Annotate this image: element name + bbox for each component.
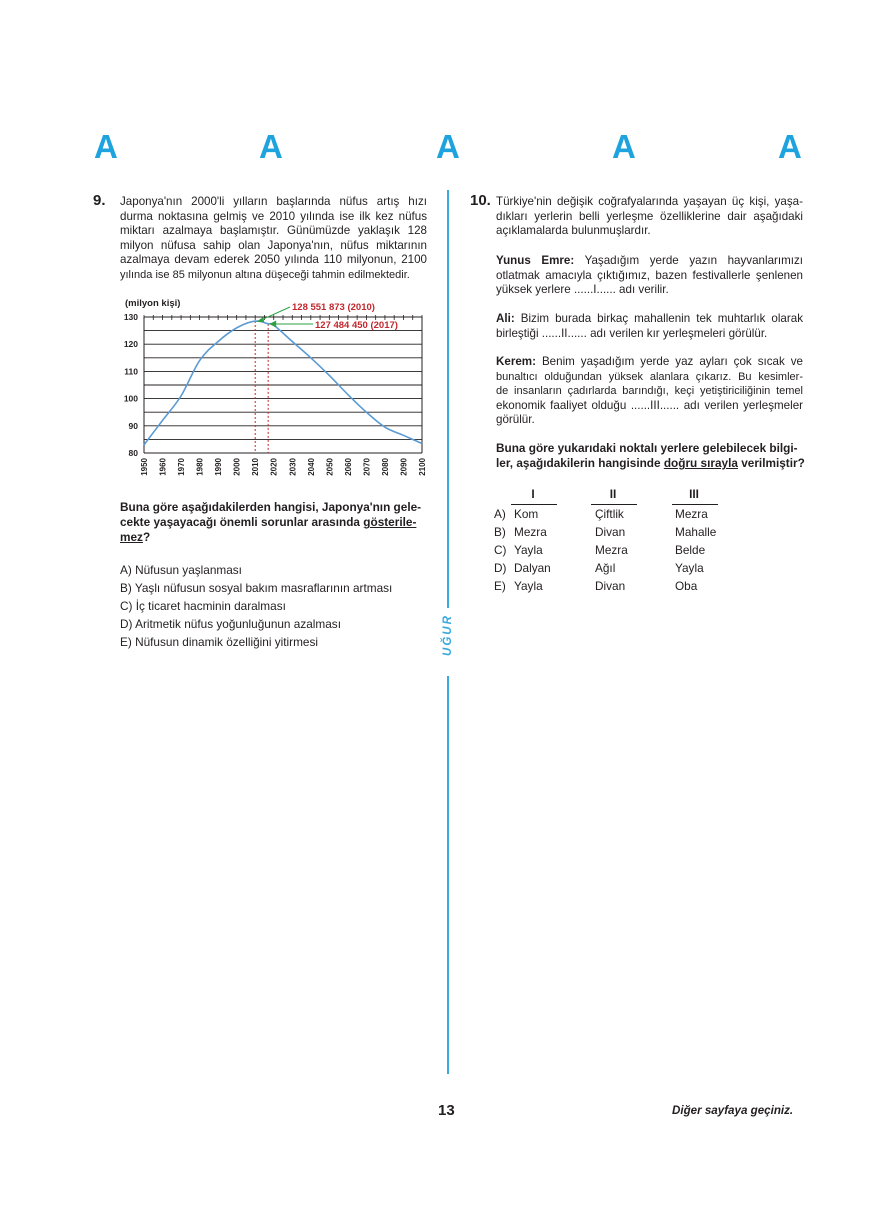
- text-line: de insanların çadırlarda barındığı, keçi yetiştiriciliğinin temel: [496, 385, 803, 398]
- population-chart-svg: [118, 296, 430, 486]
- series-line: [144, 321, 422, 445]
- text-line: [496, 312, 803, 327]
- speaker-name: Yunus Emre:: [496, 254, 575, 267]
- annotation-arrowhead: [269, 321, 276, 328]
- text-line: miktarı azalmaya başlamıştır. Günümüzde yaklaşık 128: [120, 224, 427, 238]
- speaker-text: Yaşadığım yerde yazın hayvanlarımızı: [574, 254, 803, 267]
- option-b[interactable]: B) Yaşlı nüfusun sosyal bakım masraflarının artması: [120, 581, 393, 595]
- text-line: bunaltıcı olduğundan yüksek alanlara çıkarız. Bu kesimler-: [496, 370, 803, 383]
- question-10-number: 10.: [470, 192, 491, 209]
- annotation-label: 128 551 873 (2010): [292, 302, 375, 313]
- brand-label: UĞUR: [442, 614, 454, 656]
- speaker-name: Ali:: [496, 312, 515, 325]
- option-letter: C): [494, 543, 507, 557]
- text-line: durma noktasına gelmiş ve 2010 yılında ise ilk kez nüfus: [120, 209, 427, 223]
- y-axis-label: (milyon kişi): [125, 298, 181, 309]
- x-tick-label: 1970: [177, 458, 187, 476]
- option-value: Dalyan: [514, 561, 551, 575]
- annotation-label: 127 484 450 (2017): [315, 320, 398, 331]
- speaker-text: Benim yaşadığım yerde yaz ayları çok sıcak ve: [535, 355, 803, 368]
- option-value: Oba: [675, 579, 698, 593]
- x-tick-label: 1990: [214, 458, 224, 476]
- y-tick-label: 120: [123, 339, 138, 350]
- population-chart: [118, 296, 430, 486]
- question-9-number: 9.: [93, 192, 106, 209]
- prompt-line: [496, 456, 805, 471]
- text-line: yılında ise 85 milyonun altına düşeceği tahmin edilmektedir.: [120, 268, 410, 281]
- prompt-emphasis: mez: [120, 530, 143, 545]
- annotation-arrowhead: [256, 317, 264, 322]
- option-value: Mezra: [514, 525, 547, 539]
- text-line: yüksek yerlere ......I...... adı verilir.: [496, 283, 669, 297]
- option-value: Ağıl: [595, 561, 616, 575]
- x-tick-label: 1950: [140, 458, 149, 476]
- text-line: Türkiye'nin değişik coğrafyalarında yaşayan üç kişi, yaşa-: [496, 195, 803, 208]
- prompt-text: cekte yaşayacağı önemli sorunlar arasında: [120, 515, 364, 530]
- speaker-ali: [496, 312, 803, 341]
- prompt-emphasis: doğru sırayla: [663, 456, 738, 471]
- text-line: görülür.: [496, 413, 535, 427]
- y-tick-label: 90: [128, 420, 138, 431]
- prompt-emphasis: gösterile-: [363, 515, 417, 530]
- page-number: 13: [438, 1102, 455, 1119]
- option-value: Divan: [595, 525, 626, 539]
- text-line: ekonomik faaliyet olduğu ......III...... adı verilen yerleşmeler: [496, 398, 803, 412]
- option-a[interactable]: A) Nüfusun yaşlanması: [120, 563, 242, 577]
- y-tick-label: 100: [123, 393, 138, 404]
- booklet-letter: A: [778, 128, 802, 165]
- x-tick-label: 2050: [325, 458, 335, 476]
- column-header-iii: III: [689, 487, 699, 501]
- question-9-text: [120, 195, 427, 283]
- option-value: Kom: [514, 507, 539, 521]
- option-d[interactable]: D) Aritmetik nüfus yoğunluğunun azalması: [120, 617, 341, 631]
- text-line: azalmaya devam ederek 2050 yılında 110 milyonun, 2100: [120, 253, 427, 267]
- text-line: açıklamalarda bulunmuşlardır.: [496, 224, 651, 238]
- option-c[interactable]: C) İç ticaret hacminin daralması: [120, 599, 286, 613]
- option-value: Çiftlik: [595, 507, 624, 521]
- option-value: Mezra: [675, 507, 708, 521]
- option-letter: D): [494, 561, 507, 575]
- text-line: [496, 355, 803, 370]
- prompt-line: Buna göre yukarıdaki noktalı yerlere gelebilecek bilgi-: [496, 441, 798, 455]
- question-10-intro: [496, 195, 803, 239]
- speaker-text: Bizim burada birkaç mahallenin tek muhtarlık olarak: [514, 312, 803, 325]
- booklet-letter: A: [259, 128, 283, 165]
- header-underline: [672, 504, 718, 505]
- x-tick-label: 2080: [380, 458, 390, 476]
- y-tick-label: 80: [128, 448, 138, 458]
- option-value: Divan: [595, 579, 626, 593]
- annotation-arrow: [261, 307, 290, 320]
- question-9-prompt: [120, 500, 421, 546]
- prompt-line: [120, 530, 421, 545]
- speaker-name: Kerem:: [496, 355, 536, 368]
- prompt-line: [120, 515, 421, 530]
- next-page-note: Diğer sayfaya geçiniz.: [672, 1104, 794, 1117]
- option-letter: B): [494, 525, 506, 539]
- option-letter: E): [494, 579, 506, 593]
- x-tick-label: 2020: [269, 458, 279, 476]
- x-tick-label: 2060: [343, 458, 353, 476]
- option-value: Mezra: [595, 543, 628, 557]
- x-tick-label: 2070: [362, 458, 372, 476]
- booklet-letter: A: [612, 128, 636, 165]
- question-10-prompt: [496, 441, 805, 471]
- text-line: otlatmak amacıyla çıktığımız, bazen festivallerle şenlenen: [496, 268, 803, 282]
- x-tick-label: 1980: [195, 458, 205, 476]
- option-value: Mahalle: [675, 525, 717, 539]
- x-tick-label: 2010: [251, 458, 261, 476]
- column-divider-top: [447, 190, 449, 608]
- text-line: Japonya'nın 2000'li yılların başlarında nüfus artış hızı: [120, 195, 427, 208]
- x-tick-label: 2040: [306, 458, 316, 476]
- speaker-kerem: [496, 355, 803, 428]
- option-value: Belde: [675, 543, 706, 557]
- speaker-yunus-emre: [496, 254, 803, 298]
- x-tick-label: 2030: [288, 458, 298, 476]
- text-line: birleştiği ......II...... adı verilen kır yerleşmeleri görülür.: [496, 326, 768, 340]
- booklet-letter: A: [436, 128, 460, 165]
- booklet-letter: A: [94, 128, 118, 165]
- y-tick-label: 130: [123, 312, 138, 322]
- column-header-i: I: [531, 487, 535, 501]
- option-e[interactable]: E) Nüfusun dinamik özelliğini yitirmesi: [120, 635, 318, 649]
- x-tick-label: 2000: [232, 458, 242, 476]
- text-line: dıkları yerlerin belli yerleşme özelliklerine dair aşağıdaki: [496, 209, 803, 223]
- prompt-text: verilmiştir?: [737, 456, 805, 471]
- x-tick-label: 2090: [399, 458, 409, 476]
- option-value: Yayla: [514, 579, 543, 593]
- column-divider-bottom: [447, 676, 449, 1074]
- x-tick-label: 2100: [418, 458, 427, 476]
- option-letter: A): [494, 507, 506, 521]
- text-line: [496, 254, 803, 269]
- prompt-text: ler, aşağıdakilerin hangisinde: [496, 456, 664, 471]
- booklet-letters: [0, 128, 880, 168]
- header-underline: [511, 504, 557, 505]
- option-value: Yayla: [675, 561, 704, 575]
- x-tick-label: 1960: [158, 458, 168, 476]
- prompt-line: Buna göre aşağıdakilerden hangisi, Japonya'nın gele-: [120, 500, 422, 514]
- option-value: Yayla: [514, 543, 543, 557]
- header-underline: [591, 504, 637, 505]
- prompt-text: ?: [142, 530, 151, 545]
- column-header-ii: II: [609, 487, 617, 501]
- y-tick-label: 110: [124, 366, 138, 377]
- text-line: milyon nüfusa sahip olan Japonya'nın, nüfus miktarının: [120, 238, 427, 252]
